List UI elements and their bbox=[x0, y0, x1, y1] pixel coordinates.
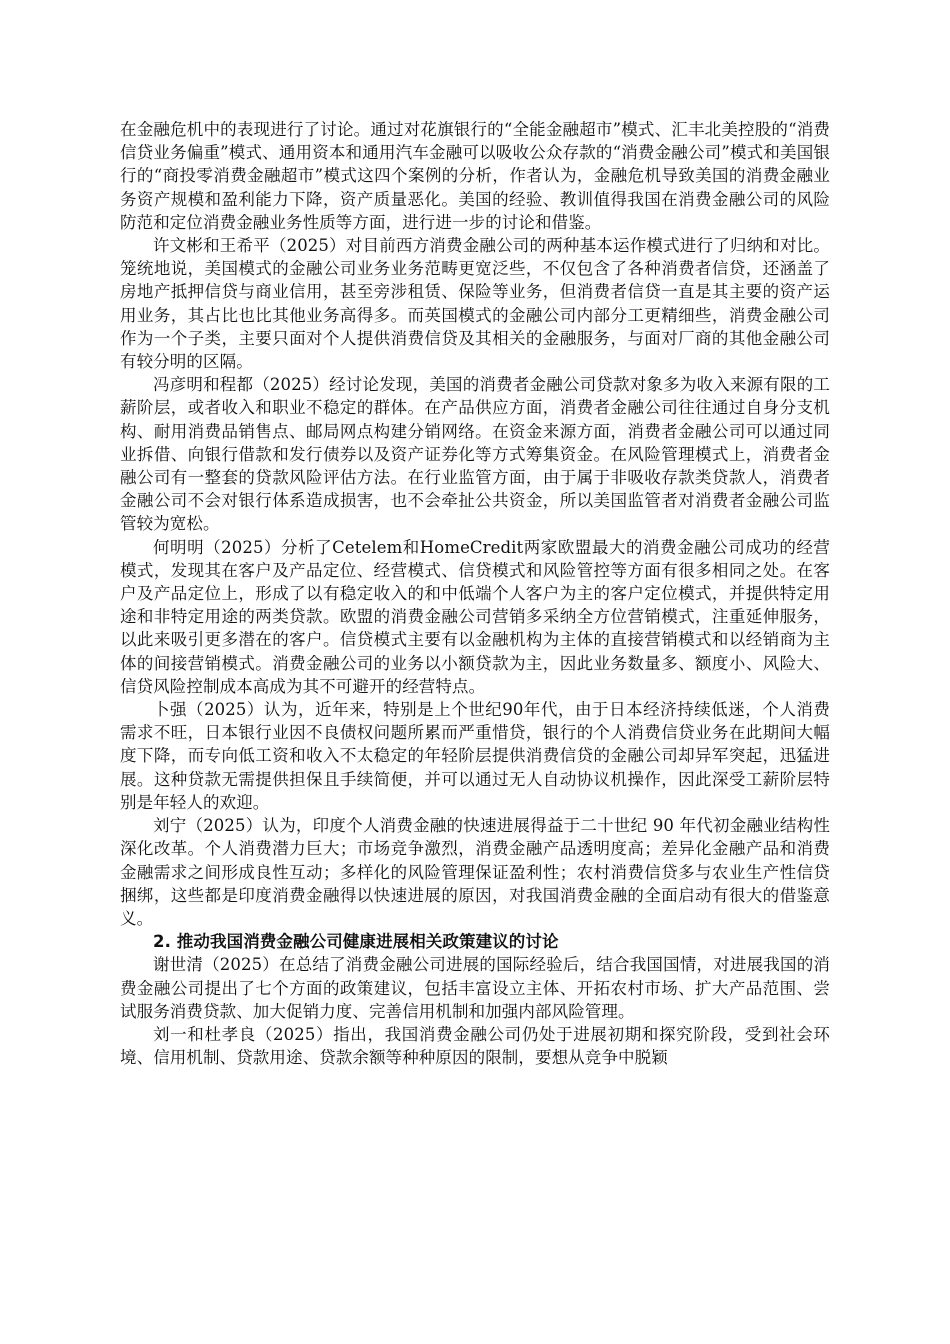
paragraph-bu-qiang: 卜强（2025）认为，近年来，特别是上个世纪90年代，由于日本经济持续低迷，个人消费需求不旺，日本银行业因不良债权问题所累而严重惜贷，银行的个人消费信贷业务在此期间大幅度下降，而专向低工资和收入不太稳定的年轻阶层提供消费信贷的金融公司却异军突起，迅猛进展。这种贷款无需提供担保且手续简便，并可以通过无人自动协议机操作，因此深受工薪阶层特别是年轻人的欢迎。 bbox=[120, 700, 830, 812]
paragraph-liu-du: 刘一和杜孝良（2025）指出，我国消费金融公司仍处于进展初期和探究阶段，受到社会环境、信用机制、贷款用途、贷款余额等种种原因的限制，要想从竞争中脱颖 bbox=[120, 1024, 830, 1068]
paragraph-continued: 在金融危机中的表现进行了讨论。通过对花旗银行的“全能金融超市”模式、汇丰北美控股的“消费信贷业务偏重”模式、通用资本和通用汽车金融可以吸收公众存款的“消费金融公司”模式和美国银行的“商投零消费金融超市”模式这四个案例的分析，作者认为，金融危机导致美国的消费金融业务资产规模和盈利能力下降，资产质量恶化。美国的经验、教训值得我国在消费金融公司的风险防范和定位消费金融业务性质等方面，进行进一步的讨论和借鉴。 bbox=[120, 120, 830, 232]
paragraph-xu-wang: 许文彬和王希平（2025）对目前西方消费金融公司的两种基本运作模式进行了归纳和对比。笼统地说，美国模式的金融公司业务业务范畴更宽泛些，不仅包含了各种消费者信贷，还涵盖了房地产抵押信贷与商业信用，甚至旁涉租赁、保险等业务，但消费者信贷一直是其主要的资产运用业务，其占比也比其他业务高得多。而英国模式的金融公司内部分工更精细些，消费金融公司作为一个子类，主要只面对个人提供消费信贷及其相关的金融服务，与面对厂商的其他金融公司有较分明的区隔。 bbox=[120, 236, 830, 372]
paragraph-xie-shiqing: 谢世清（2025）在总结了消费金融公司进展的国际经验后，结合我国国情，对进展我国的消费金融公司提出了七个方面的政策建议，包括丰富设立主体、开拓农村市场、扩大产品范围、尝试服务消费贷款、加大促销力度、完善信用机制和加强内部风险管理。 bbox=[120, 955, 830, 1021]
paragraph-feng-cheng: 冯彦明和程都（2025）经讨论发现，美国的消费者金融公司贷款对象多为收入来源有限的工薪阶层，或者收入和职业不稳定的群体。在产品供应方面，消费者金融公司往往通过自身分支机构、耐用消费品销售点、邮局网点构建分销网络。在资金来源方面，消费者金融公司可以通过同业拆借、向银行借款和发行债券以及资产证券化等方式筹集资金。在风险管理模式上，消费者金融公司有一整套的贷款风险评估方法。在行业监管方面，由于属于非吸收存款类贷款人，消费者金融公司不会对银行体系造成损害，也不会牵扯公共资金，所以美国监管者对消费者金融公司监管较为宽松。 bbox=[120, 375, 830, 534]
paragraph-he-mingming: 何明明（2025）分析了Cetelem和HomeCredit两家欧盟最大的消费金融公司成功的经营模式，发现其在客户及产品定位、经营模式、信贷模式和风险管控等方面有很多相同之处。在客户及产品定位上，形成了以有稳定收入的和中低端个人客户为主的客户定位模式，并提供特定用途和非特定用途的两类贷款。欧盟的消费金融公司营销多采纳全方位营销模式，注重延伸服务，以此来吸引更多潜在的客户。信贷模式主要有以金融机构为主体的直接营销模式和以经销商为主体的间接营销模式。消费金融公司的业务以小额贷款为主，因此业务数量多、额度小、风险大、信贷风险控制成本高成为其不可避开的经营特点。 bbox=[120, 537, 830, 696]
section-heading: 2. 推动我国消费金融公司健康进展相关政策建议的讨论 bbox=[153, 932, 559, 952]
paragraph-liu-ning: 刘宁（2025）认为，印度个人消费金融的快速进展得益于二十世纪 90 年代初金融业结构性深化改革。个人消费潜力巨大；市场竞争激烈，消费金融产品透明度高；差异化金融产品和消费金融需求之间形成良性互动；多样化的风险管理保证盈利性；农村消费信贷多与农业生产性信贷捆绑，这些都是印度消费金融得以快速进展的原因，对我国消费金融的全面启动有很大的借鉴意义。 bbox=[120, 816, 830, 928]
document-body bbox=[120, 118, 830, 1069]
